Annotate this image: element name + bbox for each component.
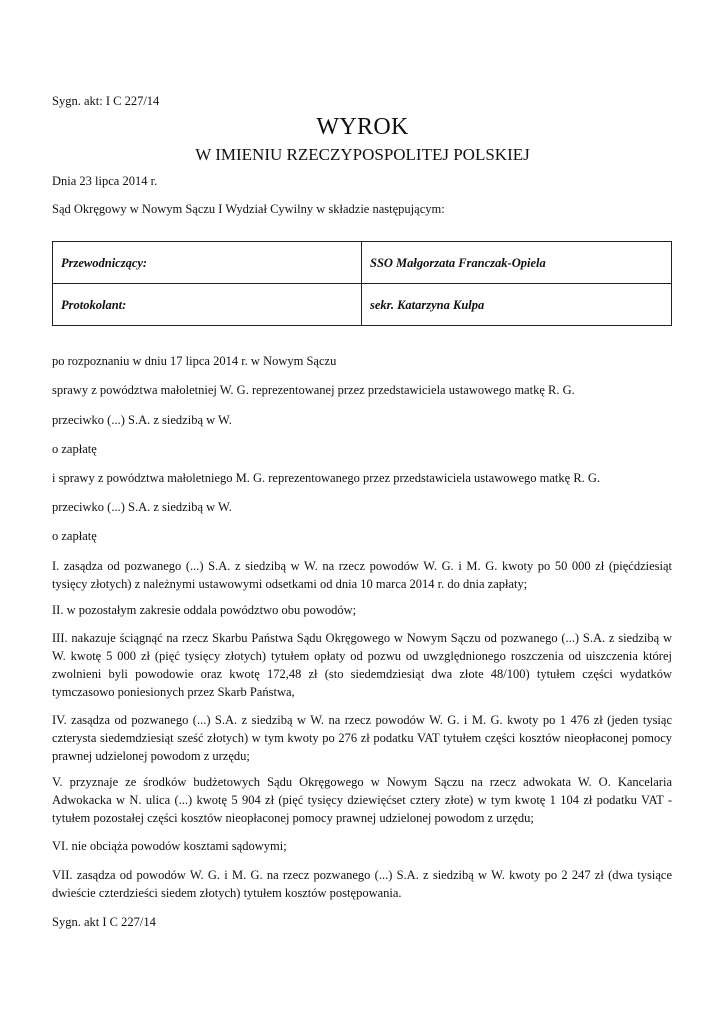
first-claim-paragraph: sprawy z powództwa małoletniej W. G. reprezentowanej przez przedstawiciela ustawowego matkę R. G. [52,383,575,397]
bench-row-presiding [53,242,672,284]
case-number-header: Sygn. akt: I C 227/14 [52,94,160,108]
first-defendant-paragraph: przeciwko (...) S.A. z siedzibą w W. [52,413,232,427]
bench-role-presiding: Przewodniczący: [53,242,362,284]
case-number-footer: Sygn. akt I C 227/14 [52,915,156,929]
bench-person-recorder: sekr. Katarzyna Kulpa [362,284,672,326]
ruling-point-6: VI. nie obciąża powodów kosztami sądowymi; [52,839,287,853]
ruling-point-1: I. zasądza od pozwanego (...) S.A. z siedzibą w W. na rzecz powodów W. G. i M. G. kwoty po 50 000 zł (pięćdziesiąt tysięcy złotych) z należnymi ustawowymi odsetkami od dnia 10 marca 2014 r. do dnia zapłaty; [52,559,672,591]
court-composition-intro: Sąd Okręgowy w Nowym Sączu I Wydział Cywilny w składzie następującym: [52,202,445,216]
ruling-point-7: VII. zasądza od powodów W. G. i M. G. na rzecz pozwanego (...) S.A. z siedzibą w W. kwoty po 2 247 zł (dwa tysiące dwieście czterdzieści siedem złotych) tytułem kosztów postępowania. [52,868,672,900]
ruling-point-4: IV. zasądza od pozwanego (...) S.A. z siedzibą w W. na rzecz powodów W. G. i M. G. kwoty po 1 476 zł (jeden tysiąc czterysta siedemdziesiąt sześć złotych) w tym kwoty po 276 zł podatku VAT tytułem części kosztów nieopłaconej pomocy prawnej udzielonej powodom z urzędu; [52,713,672,763]
bench-person-presiding: SSO Małgorzata Franczak-Opiela [362,242,672,284]
ruling-point-3: III. nakazuje ściągnąć na rzecz Skarbu Państwa Sądu Okręgowego w Nowym Sączu od pozwanego (...) S.A. z siedzibą w W. kwotę 5 000 zł (pięć tysięcy złotych) tytułem opłaty od pozwu od uwzględnionego roszczenia od uiszczenia której zwolnieni byli powodowie oraz kwotę 172,48 zł (sto siedemdziesiąt dwa złote 48/100) tytułem części wydatków tymczasowo poniesionych przez Skarb Państwa, [52,631,672,699]
document-title: WYROK [316,114,409,140]
first-subject-paragraph: o zapłatę [52,442,97,456]
bench-row-recorder [53,284,672,326]
ruling-point-5: V. przyznaje ze środków budżetowych Sądu Okręgowego w Nowym Sączu na rzecz adwokata W. O. Kancelaria Adwokacka w N. ulica (...) kwotę 5 904 zł (pięć tysięcy dziewięćset cztery złote) w tym kwotę 1 104 zł podatku VAT - tytułem pozostałej części kosztów nieopłaconej pomocy prawnej udzielonej powodom z urzędu; [52,775,672,825]
ruling-point-2: II. w pozostałym zakresie oddala powództwo obu powodów; [52,603,357,617]
second-subject-paragraph: o zapłatę [52,529,97,543]
second-defendant-paragraph: przeciwko (...) S.A. z siedzibą w W. [52,500,232,514]
judgment-date: Dnia 23 lipca 2014 r. [52,174,158,188]
bench-composition-table [52,241,672,326]
bench-role-recorder: Protokolant: [53,284,362,326]
hearing-date-paragraph: po rozpoznaniu w dniu 17 lipca 2014 r. w Nowym Sączu [52,354,337,368]
second-claim-paragraph: i sprawy z powództwa małoletniego M. G. reprezentowanego przez przedstawiciela ustawowego matkę R. G. [52,471,601,485]
document-subtitle: W IMIENIU RZECZYPOSPOLITEJ POLSKIEJ [195,145,530,164]
